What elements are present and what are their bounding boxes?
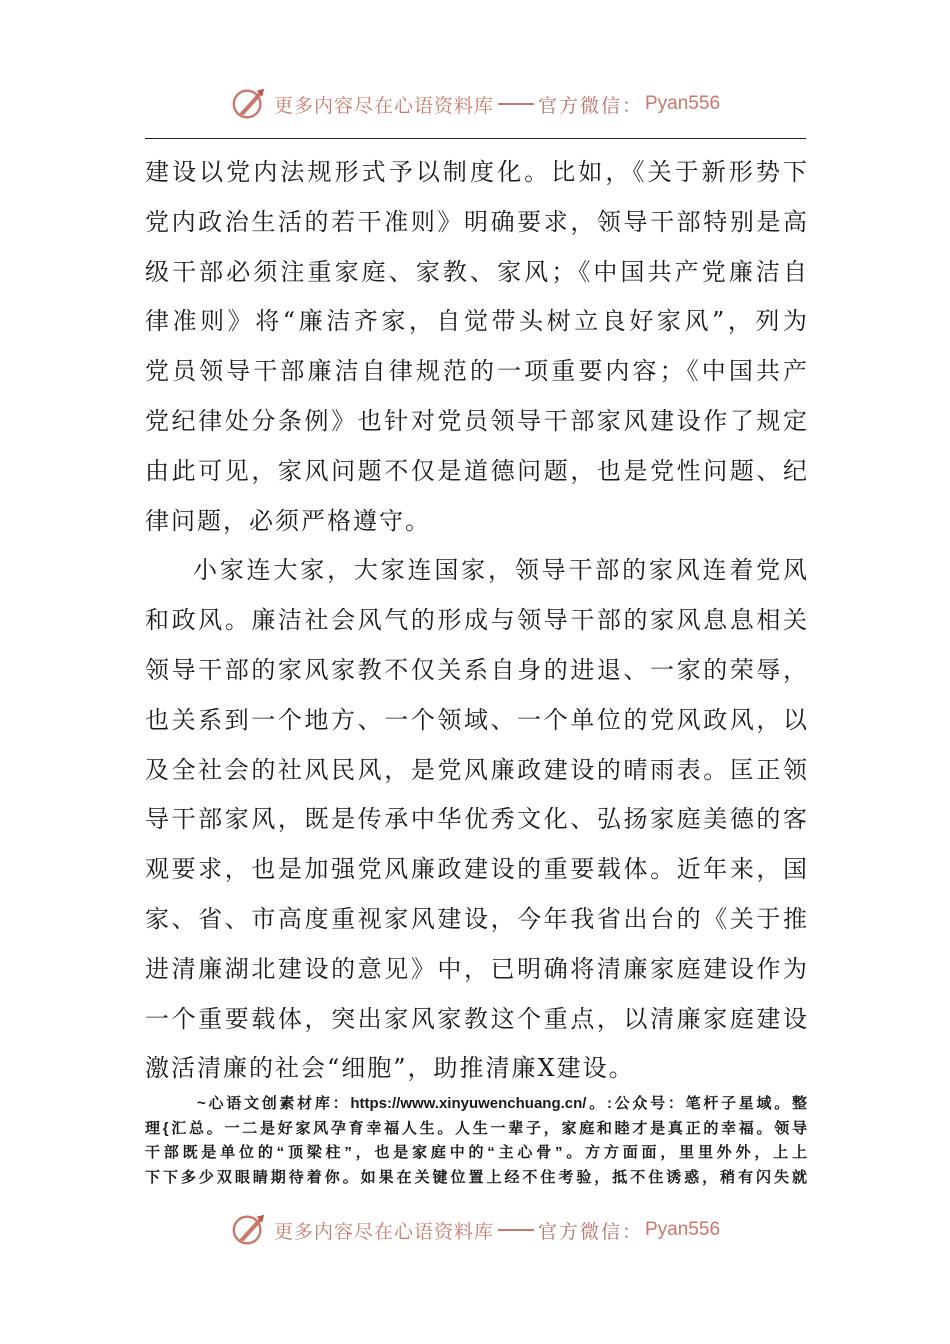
header-dash (498, 103, 534, 105)
note-line: 理{汇总。一二是好家风孕育幸福人生。人生一辈子，家庭和睦才是真正的幸福。领导 (145, 1119, 807, 1137)
text-line: 进清廉湖北建设的意见》中，已明确将清廉家庭建设作为 (145, 954, 807, 983)
header-wechat-id: Pyan556 (645, 93, 721, 114)
text-line: 家、省、市高度重视家风建设，今年我省出台的《关于推 (145, 904, 807, 933)
header-rule (145, 138, 806, 139)
footer-banner (0, 1208, 950, 1252)
document-body (145, 148, 807, 1094)
footer-dash (498, 1229, 534, 1231)
text-line: 律问题，必须严格遵守。 (145, 506, 431, 535)
text-line: 党内政治生活的若干准则》明确要求，领导干部特别是高 (145, 207, 807, 236)
text-line: 观要求，也是加强党风廉政建设的重要载体。近年来，国 (145, 855, 807, 884)
note-line: 下下多少双眼睛期待着你。如果在关键位置上经不住考验，抵不住诱惑，稍有闪失就 (145, 1168, 807, 1186)
footer-wechat-id: Pyan556 (645, 1219, 721, 1240)
text-line: 由此可见，家风问题不仅是道德问题，也是党性问题、纪 (145, 456, 807, 485)
text-line: 建设以党内法规形式予以制度化。比如，《关于新形势下 (145, 158, 807, 186)
header-brand-suffix: 官方微信： (537, 94, 643, 117)
text-line: 一个重要载体，突出家风家教这个重点，以清廉家庭建设 (145, 1004, 807, 1033)
text-line: 也关系到一个地方、一个领域、一个单位的党风政风，以 (145, 705, 807, 734)
text-line: 及全社会的社风民风，是党风廉政建设的晴雨表。匡正领 (145, 755, 807, 784)
quill-logo-icon (230, 1211, 268, 1249)
text-line: 小家连大家，大家连国家，领导干部的家风连着党风 (193, 556, 807, 585)
text-line: 党员领导干部廉洁自律规范的一项重要内容；《中国共产 (145, 357, 807, 386)
text-line: 级干部必须注重家庭、家教、家风；《中国共产党廉洁自 (145, 257, 807, 286)
text-line: 律准则》将“廉洁齐家，自觉带头树立良好家风”，列为 (145, 307, 807, 336)
header-banner (0, 82, 950, 126)
note-line: 干部既是单位的“顶梁柱”，也是家庭中的“主心骨”。方方面面，里里外外，上上 (145, 1144, 807, 1161)
source-note (145, 1092, 807, 1190)
quill-logo-icon (230, 85, 268, 123)
text-line: 领导干部的家风家教不仅关系自身的进退、一家的荣辱， (145, 655, 807, 684)
text-line: 党纪律处分条例》也针对党员领导干部家风建设作了规定 (145, 406, 807, 435)
text-line: 和政风。廉洁社会风气的形成与领导干部的家风息息相关 (145, 606, 807, 635)
note-line: ~心语文创素材库：https://www.xinyuwenchuang.cn/。:公众号：笔杆子星域。整 (197, 1095, 807, 1112)
header-brand: 更多内容尽在心语资料库 (273, 94, 494, 117)
footer-brand-suffix: 官方微信： (537, 1220, 643, 1243)
text-line: 激活清廉的社会“细胞”，助推清廉X建设。 (145, 1054, 635, 1083)
text-line: 导干部家风，既是传承中华优秀文化、弘扬家庭美德的客 (145, 805, 807, 834)
paragraph-1 (145, 148, 807, 546)
footer-brand: 更多内容尽在心语资料库 (273, 1220, 494, 1243)
paragraph-2 (145, 546, 807, 1094)
